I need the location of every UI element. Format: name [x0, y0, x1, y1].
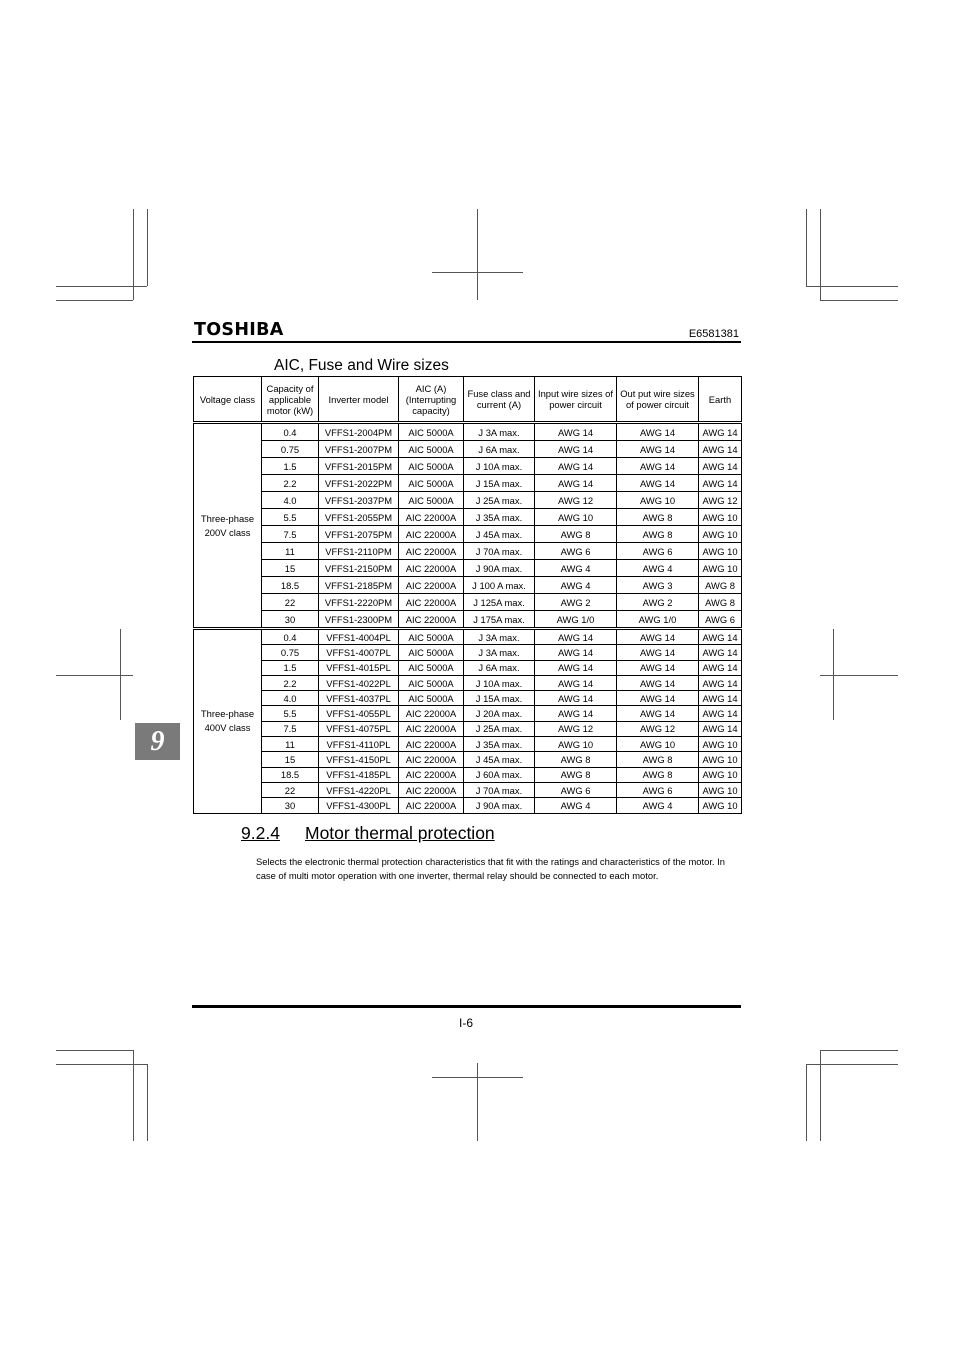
output-wire-cell: AWG 14 [617, 645, 699, 660]
column-header: Fuse class and current (A) [464, 377, 535, 423]
table-row [194, 737, 742, 752]
fuse-cell: J 175A max. [464, 611, 535, 629]
fuse-cell: J 15A max. [464, 691, 535, 706]
input-wire-cell: AWG 14 [535, 629, 617, 645]
earth-cell: AWG 10 [699, 782, 742, 797]
fuse-cell: J 3A max. [464, 629, 535, 645]
output-wire-cell: AWG 3 [617, 577, 699, 594]
output-wire-cell: AWG 14 [617, 475, 699, 492]
earth-cell: AWG 14 [699, 629, 742, 645]
inverter-model-cell: VFFS1-4022PL [319, 675, 399, 690]
table-row [194, 691, 742, 706]
fuse-cell: J 45A max. [464, 752, 535, 767]
input-wire-cell: AWG 4 [535, 577, 617, 594]
output-wire-cell: AWG 2 [617, 594, 699, 611]
earth-cell: AWG 14 [699, 660, 742, 675]
earth-cell: AWG 8 [699, 577, 742, 594]
table-row [194, 577, 742, 594]
table-row [194, 645, 742, 660]
input-wire-cell: AWG 10 [535, 737, 617, 752]
input-wire-cell: AWG 6 [535, 782, 617, 797]
fuse-cell: J 90A max. [464, 798, 535, 813]
output-wire-cell: AWG 14 [617, 691, 699, 706]
group-200v [194, 423, 742, 629]
aic-cell: AIC 22000A [399, 509, 464, 526]
aic-cell: AIC 22000A [399, 767, 464, 782]
input-wire-cell: AWG 4 [535, 560, 617, 577]
earth-cell: AWG 14 [699, 691, 742, 706]
table-row [194, 706, 742, 721]
earth-cell: AWG 10 [699, 767, 742, 782]
capacity-cell: 0.75 [262, 441, 319, 458]
aic-cell: AIC 22000A [399, 577, 464, 594]
column-header: AIC (A) (Interrupting capacity) [399, 377, 464, 423]
aic-cell: AIC 22000A [399, 782, 464, 797]
fuse-cell: J 20A max. [464, 706, 535, 721]
inverter-model-cell: VFFS1-2220PM [319, 594, 399, 611]
inverter-model-cell: VFFS1-4007PL [319, 645, 399, 660]
aic-fuse-wire-table [193, 376, 742, 814]
capacity-cell: 7.5 [262, 526, 319, 543]
fuse-cell: J 6A max. [464, 441, 535, 458]
earth-cell: AWG 8 [699, 594, 742, 611]
inverter-model-cell: VFFS1-4110PL [319, 737, 399, 752]
input-wire-cell: AWG 6 [535, 543, 617, 560]
inverter-model-cell: VFFS1-4037PL [319, 691, 399, 706]
earth-cell: AWG 10 [699, 752, 742, 767]
table-row [194, 629, 742, 645]
aic-cell: AIC 5000A [399, 475, 464, 492]
capacity-cell: 2.2 [262, 675, 319, 690]
input-wire-cell: AWG 8 [535, 767, 617, 782]
inverter-model-cell: VFFS1-4004PL [319, 629, 399, 645]
fuse-cell: J 70A max. [464, 782, 535, 797]
input-wire-cell: AWG 14 [535, 675, 617, 690]
input-wire-cell: AWG 1/0 [535, 611, 617, 629]
earth-cell: AWG 10 [699, 737, 742, 752]
output-wire-cell: AWG 14 [617, 458, 699, 475]
fuse-cell: J 3A max. [464, 645, 535, 660]
output-wire-cell: AWG 14 [617, 706, 699, 721]
section-heading [241, 823, 495, 843]
aic-cell: AIC 5000A [399, 458, 464, 475]
table-row [194, 475, 742, 492]
fuse-cell: J 3A max. [464, 423, 535, 441]
output-wire-cell: AWG 10 [617, 492, 699, 509]
inverter-model-cell: VFFS1-2185PM [319, 577, 399, 594]
section-number: 9.2.4 [241, 823, 280, 843]
earth-cell: AWG 14 [699, 423, 742, 441]
output-wire-cell: AWG 14 [617, 629, 699, 645]
output-wire-cell: AWG 8 [617, 767, 699, 782]
table-row [194, 611, 742, 629]
earth-cell: AWG 10 [699, 798, 742, 813]
fuse-cell: J 125A max. [464, 594, 535, 611]
inverter-model-cell: VFFS1-2007PM [319, 441, 399, 458]
capacity-cell: 22 [262, 594, 319, 611]
input-wire-cell: AWG 14 [535, 645, 617, 660]
output-wire-cell: AWG 6 [617, 543, 699, 560]
aic-cell: AIC 22000A [399, 721, 464, 736]
capacity-cell: 1.5 [262, 660, 319, 675]
output-wire-cell: AWG 12 [617, 721, 699, 736]
column-header: Earth [699, 377, 742, 423]
column-header: Voltage class [194, 377, 262, 423]
earth-cell: AWG 14 [699, 458, 742, 475]
table-row [194, 423, 742, 441]
fuse-cell: J 45A max. [464, 526, 535, 543]
capacity-cell: 0.75 [262, 645, 319, 660]
inverter-model-cell: VFFS1-2055PM [319, 509, 399, 526]
inverter-model-cell: VFFS1-2075PM [319, 526, 399, 543]
capacity-cell: 18.5 [262, 767, 319, 782]
input-wire-cell: AWG 14 [535, 691, 617, 706]
footer-rule [192, 1005, 741, 1008]
capacity-cell: 4.0 [262, 492, 319, 509]
aic-cell: AIC 22000A [399, 594, 464, 611]
table-row [194, 543, 742, 560]
column-header: Out put wire sizes of power circuit [617, 377, 699, 423]
column-header: Capacity of applicable motor (kW) [262, 377, 319, 423]
table-row [194, 560, 742, 577]
table-row [194, 509, 742, 526]
section-body-text: Selects the electronic thermal protection characteristics that fit with the ratings and characteristics of the motor. In case of multi motor operation with one inverter, thermal relay should be connected to each motor. [256, 856, 725, 881]
fuse-cell: J 70A max. [464, 543, 535, 560]
earth-cell: AWG 10 [699, 543, 742, 560]
output-wire-cell: AWG 14 [617, 675, 699, 690]
inverter-model-cell: VFFS1-4055PL [319, 706, 399, 721]
toshiba-logo: TOSHIBA [194, 320, 284, 340]
capacity-cell: 2.2 [262, 475, 319, 492]
capacity-cell: 0.4 [262, 629, 319, 645]
aic-cell: AIC 22000A [399, 798, 464, 813]
output-wire-cell: AWG 4 [617, 560, 699, 577]
aic-cell: AIC 22000A [399, 737, 464, 752]
fuse-cell: J 60A max. [464, 767, 535, 782]
inverter-model-cell: VFFS1-2110PM [319, 543, 399, 560]
input-wire-cell: AWG 14 [535, 441, 617, 458]
voltage-class-cell: Three-phase 400V class [194, 629, 262, 814]
fuse-cell: J 25A max. [464, 721, 535, 736]
aic-cell: AIC 5000A [399, 691, 464, 706]
voltage-class-cell: Three-phase 200V class [194, 423, 262, 629]
column-header: Input wire sizes of power circuit [535, 377, 617, 423]
earth-cell: AWG 10 [699, 509, 742, 526]
header-rule [192, 341, 741, 343]
fuse-cell: J 15A max. [464, 475, 535, 492]
table-header-row [194, 377, 742, 423]
earth-cell: AWG 14 [699, 441, 742, 458]
aic-cell: AIC 22000A [399, 560, 464, 577]
fuse-cell: J 35A max. [464, 509, 535, 526]
output-wire-cell: AWG 14 [617, 441, 699, 458]
inverter-model-cell: VFFS1-2015PM [319, 458, 399, 475]
inverter-model-cell: VFFS1-2300PM [319, 611, 399, 629]
inverter-model-cell: VFFS1-4150PL [319, 752, 399, 767]
inverter-model-cell: VFFS1-4015PL [319, 660, 399, 675]
aic-cell: AIC 22000A [399, 611, 464, 629]
earth-cell: AWG 6 [699, 611, 742, 629]
earth-cell: AWG 10 [699, 526, 742, 543]
inverter-model-cell: VFFS1-4300PL [319, 798, 399, 813]
inverter-model-cell: VFFS1-4220PL [319, 782, 399, 797]
table-row [194, 526, 742, 543]
capacity-cell: 30 [262, 798, 319, 813]
capacity-cell: 15 [262, 560, 319, 577]
capacity-cell: 7.5 [262, 721, 319, 736]
earth-cell: AWG 14 [699, 645, 742, 660]
table-row [194, 752, 742, 767]
capacity-cell: 18.5 [262, 577, 319, 594]
inverter-model-cell: VFFS1-2022PM [319, 475, 399, 492]
input-wire-cell: AWG 8 [535, 526, 617, 543]
inverter-model-cell: VFFS1-4185PL [319, 767, 399, 782]
input-wire-cell: AWG 14 [535, 706, 617, 721]
page-number: I-6 [458, 1016, 473, 1030]
table-row [194, 767, 742, 782]
input-wire-cell: AWG 4 [535, 798, 617, 813]
table-row [194, 492, 742, 509]
chapter-tab: 9 [135, 723, 180, 760]
earth-cell: AWG 14 [699, 675, 742, 690]
inverter-model-cell: VFFS1-2004PM [319, 423, 399, 441]
output-wire-cell: AWG 8 [617, 752, 699, 767]
table-row [194, 458, 742, 475]
output-wire-cell: AWG 14 [617, 423, 699, 441]
inverter-model-cell: VFFS1-2037PM [319, 492, 399, 509]
capacity-cell: 30 [262, 611, 319, 629]
fuse-cell: J 90A max. [464, 560, 535, 577]
earth-cell: AWG 14 [699, 721, 742, 736]
input-wire-cell: AWG 14 [535, 458, 617, 475]
aic-cell: AIC 5000A [399, 660, 464, 675]
aic-cell: AIC 22000A [399, 752, 464, 767]
capacity-cell: 4.0 [262, 691, 319, 706]
capacity-cell: 5.5 [262, 706, 319, 721]
output-wire-cell: AWG 6 [617, 782, 699, 797]
output-wire-cell: AWG 4 [617, 798, 699, 813]
earth-cell: AWG 10 [699, 560, 742, 577]
aic-cell: AIC 5000A [399, 492, 464, 509]
inverter-model-cell: VFFS1-4075PL [319, 721, 399, 736]
fuse-cell: J 100 A max. [464, 577, 535, 594]
aic-cell: AIC 5000A [399, 629, 464, 645]
column-header: Inverter model [319, 377, 399, 423]
capacity-cell: 11 [262, 737, 319, 752]
input-wire-cell: AWG 12 [535, 721, 617, 736]
fuse-cell: J 10A max. [464, 458, 535, 475]
capacity-cell: 22 [262, 782, 319, 797]
capacity-cell: 11 [262, 543, 319, 560]
output-wire-cell: AWG 10 [617, 737, 699, 752]
fuse-cell: J 10A max. [464, 675, 535, 690]
aic-cell: AIC 5000A [399, 423, 464, 441]
inverter-model-cell: VFFS1-2150PM [319, 560, 399, 577]
input-wire-cell: AWG 14 [535, 660, 617, 675]
input-wire-cell: AWG 8 [535, 752, 617, 767]
capacity-cell: 1.5 [262, 458, 319, 475]
table-row [194, 675, 742, 690]
table-row [194, 594, 742, 611]
output-wire-cell: AWG 1/0 [617, 611, 699, 629]
table-row [194, 441, 742, 458]
aic-cell: AIC 5000A [399, 675, 464, 690]
aic-cell: AIC 5000A [399, 441, 464, 458]
input-wire-cell: AWG 12 [535, 492, 617, 509]
table-title: AIC, Fuse and Wire sizes [274, 357, 449, 374]
capacity-cell: 5.5 [262, 509, 319, 526]
document-number: E6581381 [688, 328, 739, 340]
table-row [194, 660, 742, 675]
table-row [194, 798, 742, 813]
fuse-cell: J 35A max. [464, 737, 535, 752]
fuse-cell: J 6A max. [464, 660, 535, 675]
aic-cell: AIC 5000A [399, 645, 464, 660]
aic-cell: AIC 22000A [399, 526, 464, 543]
input-wire-cell: AWG 14 [535, 423, 617, 441]
output-wire-cell: AWG 8 [617, 526, 699, 543]
input-wire-cell: AWG 10 [535, 509, 617, 526]
earth-cell: AWG 12 [699, 492, 742, 509]
aic-cell: AIC 22000A [399, 706, 464, 721]
capacity-cell: 0.4 [262, 423, 319, 441]
fuse-cell: J 25A max. [464, 492, 535, 509]
earth-cell: AWG 14 [699, 475, 742, 492]
input-wire-cell: AWG 2 [535, 594, 617, 611]
section-title: Motor thermal protection [305, 823, 495, 843]
earth-cell: AWG 14 [699, 706, 742, 721]
output-wire-cell: AWG 8 [617, 509, 699, 526]
table-row [194, 782, 742, 797]
table-row [194, 721, 742, 736]
capacity-cell: 15 [262, 752, 319, 767]
input-wire-cell: AWG 14 [535, 475, 617, 492]
aic-cell: AIC 22000A [399, 543, 464, 560]
output-wire-cell: AWG 14 [617, 660, 699, 675]
group-400v [194, 629, 742, 814]
